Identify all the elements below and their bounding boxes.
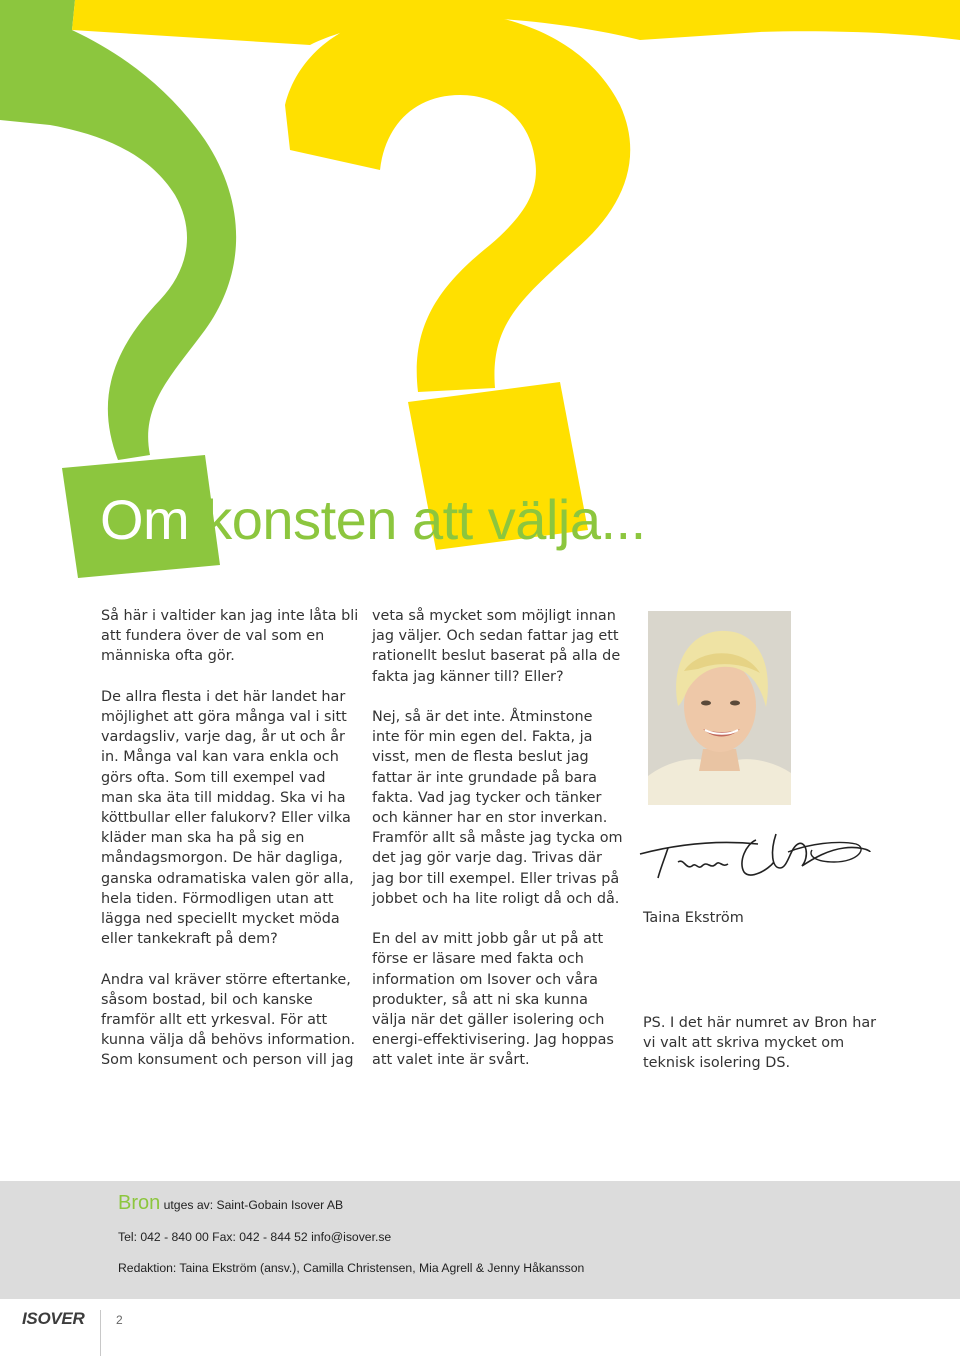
footer-band [0,1181,960,1299]
footer-contact: Tel: 042 - 840 00 Fax: 042 - 844 52 info@isover.se [118,1230,392,1244]
page-title [100,488,646,552]
paragraph: Nej, så är det inte. Åtminstone inte för min egen del. Fakta, ja visst, men de flesta beslut jag fattar är inte grundade på bara fakta. Vad jag tycker och tänker och känner har en stor inverkan. Framför allt så måste jag tycka om det jag gör varje dag. Trivas där jag bor till exempel. Eller trivas på jobbet och ha lite roligt då och då. [372,709,623,907]
footer-divider [100,1310,101,1356]
title-word-om: Om [100,488,190,551]
paragraph: De allra flesta i det här landet har möjlighet att göra många val i sitt vardagsliv, varje dag, år ut och år in. Många val kan vara enkla och görs ofta. Som till exempel vad man ska äta till middag. Ska vi ha köttbullar eller falukorv? Eller vilka kläder man ska ha på sig en måndagsmorgon. De här dagliga, ganska odramatiska valen gör alla, hela tiden. Förmodligen utan att lägga ned speciellt mycket möda eller tankekraft på dem? [101,688,354,948]
signature-name: Taina Ekström [643,910,744,926]
paragraph: veta så mycket som möjligt innan jag väljer. Och sedan fattar jag ett rationellt beslut baserat på alla de fakta jag känner till? Eller? [372,608,621,685]
page-number: 2 [116,1313,123,1327]
paragraph: En del av mitt jobb går ut på att förse er läsare med fakta och information om Isover och våra produkter, så att ni ska kunna välja när det gäller isolering och energi-effektivisering. Jag hoppas att valet inte är svårt. [372,931,614,1069]
paragraph: Andra val kräver större eftertanke, såsom bostad, bil och kanske framför allt ett yrkesval. För att kunna välja då behövs information. Som konsument och person vill jag [101,971,356,1069]
text-column-2 [372,606,624,1091]
title-rest: konsten att välja... [189,488,646,551]
isover-logo: ISOVER [22,1309,85,1328]
portrait-illustration [648,611,791,805]
footer-editors: Redaktion: Taina Ekström (ansv.), Camilla Christensen, Mia Agrell & Jenny Håkansson [118,1261,585,1275]
yellow-question-mark [285,10,630,392]
paragraph: Så här i valtider kan jag inte låta bli att fundera över de val som en människa ofta gör. [101,608,359,665]
text-column-1 [101,606,359,1091]
ps-note: PS. I det här numret av Bron har vi valt att skriva mycket om teknisk isolering DS. [643,1015,877,1072]
green-question-mark [0,0,236,460]
publisher-text: utges av: Saint-Gobain Isover AB [160,1198,344,1212]
footer-publisher-line [118,1192,343,1215]
bron-logo-text: Bron [118,1192,161,1214]
handwritten-signature [638,822,878,892]
author-photo [648,611,791,805]
